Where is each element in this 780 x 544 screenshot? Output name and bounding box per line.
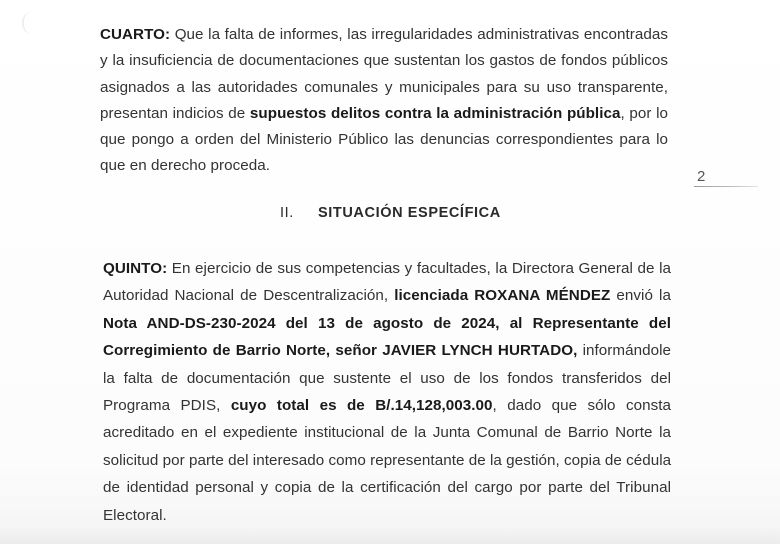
paragraph-line [103, 365, 671, 392]
paragraph-quinto [103, 255, 671, 529]
section-title: SITUACIÓN ESPECÍFICA [318, 205, 501, 221]
paragraph-line [103, 502, 671, 529]
bold-phrase: licenciada ROXANA MÉNDEZ [394, 287, 611, 305]
paragraph-line [103, 392, 671, 419]
paragraph-line [103, 255, 671, 282]
text-run: acreditado en el expediente institucional de la Junta Comunal de Barrio Norte la [103, 424, 671, 442]
paragraph-line [103, 419, 671, 446]
text-run: que en derecho proceda. [100, 157, 271, 175]
text-run: informándole [577, 342, 671, 360]
text-run: En ejercicio de sus competencias y facultades, la Directora General de la [167, 260, 671, 277]
page-number-rule [694, 186, 758, 187]
paragraph-cuarto [100, 22, 668, 180]
text-run: que pongo a orden del Ministerio Público las denuncias correspondientes para lo [100, 131, 668, 149]
text-run: Programa PDIS, [103, 396, 231, 414]
bold-amount: cuyo total es de B/.14,128,003.00 [230, 396, 493, 414]
text-run: asignados a las autoridades comunales y municipales para su uso transparente, [100, 78, 668, 96]
paragraph-line [103, 282, 671, 309]
clause-label-cuarto: CUARTO: [100, 26, 171, 43]
paragraph-line [100, 127, 668, 153]
clause-label-quinto: QUINTO: [103, 260, 168, 277]
bold-phrase: supuestos delitos contra la administración pública [249, 104, 621, 122]
paragraph-line [103, 337, 671, 364]
text-run: Que la falta de informes, las irregularidades administrativas encontradas [170, 26, 668, 43]
text-run: y la insuficiencia de documentaciones que sustentan los gastos de fondos públicos [100, 52, 668, 70]
text-run: presentan indicios de [100, 104, 250, 122]
paragraph-line [100, 48, 668, 74]
text-run: de identidad personal y copia de la certificación del cargo por parte del Tribunal [103, 479, 671, 497]
text-run: , dado que sólo consta [492, 396, 671, 414]
bold-phrase: Corregimiento de Barrio Norte, señor JAVIER LYNCH HURTADO, [103, 342, 578, 360]
scan-artifact [22, 12, 34, 34]
bold-phrase: Nota AND-DS-230-2024 del 13 de agosto de 2024, al Representante del [103, 314, 671, 332]
paragraph-line [103, 310, 671, 337]
section-heading [280, 205, 501, 221]
paragraph-line [100, 101, 668, 127]
paragraph-line [100, 153, 668, 179]
text-run: la falta de documentación que sustente el uso de los fondos transferidos del [103, 369, 671, 387]
text-run: Autoridad Nacional de Descentralización, [103, 287, 395, 305]
text-run: solicitud por parte del interesado como representante de la gestión, copia de cédula [103, 451, 672, 469]
text-run: Electoral. [103, 506, 167, 524]
section-number: II. [280, 205, 294, 221]
page-number: 2 [697, 168, 706, 185]
paragraph-line [100, 75, 668, 101]
paragraph-line [103, 447, 671, 474]
paragraph-line [100, 22, 668, 48]
paragraph-line [103, 474, 671, 501]
scan-shadow [0, 526, 780, 544]
text-run: , por lo [620, 104, 668, 122]
text-run: envió la [610, 287, 671, 305]
